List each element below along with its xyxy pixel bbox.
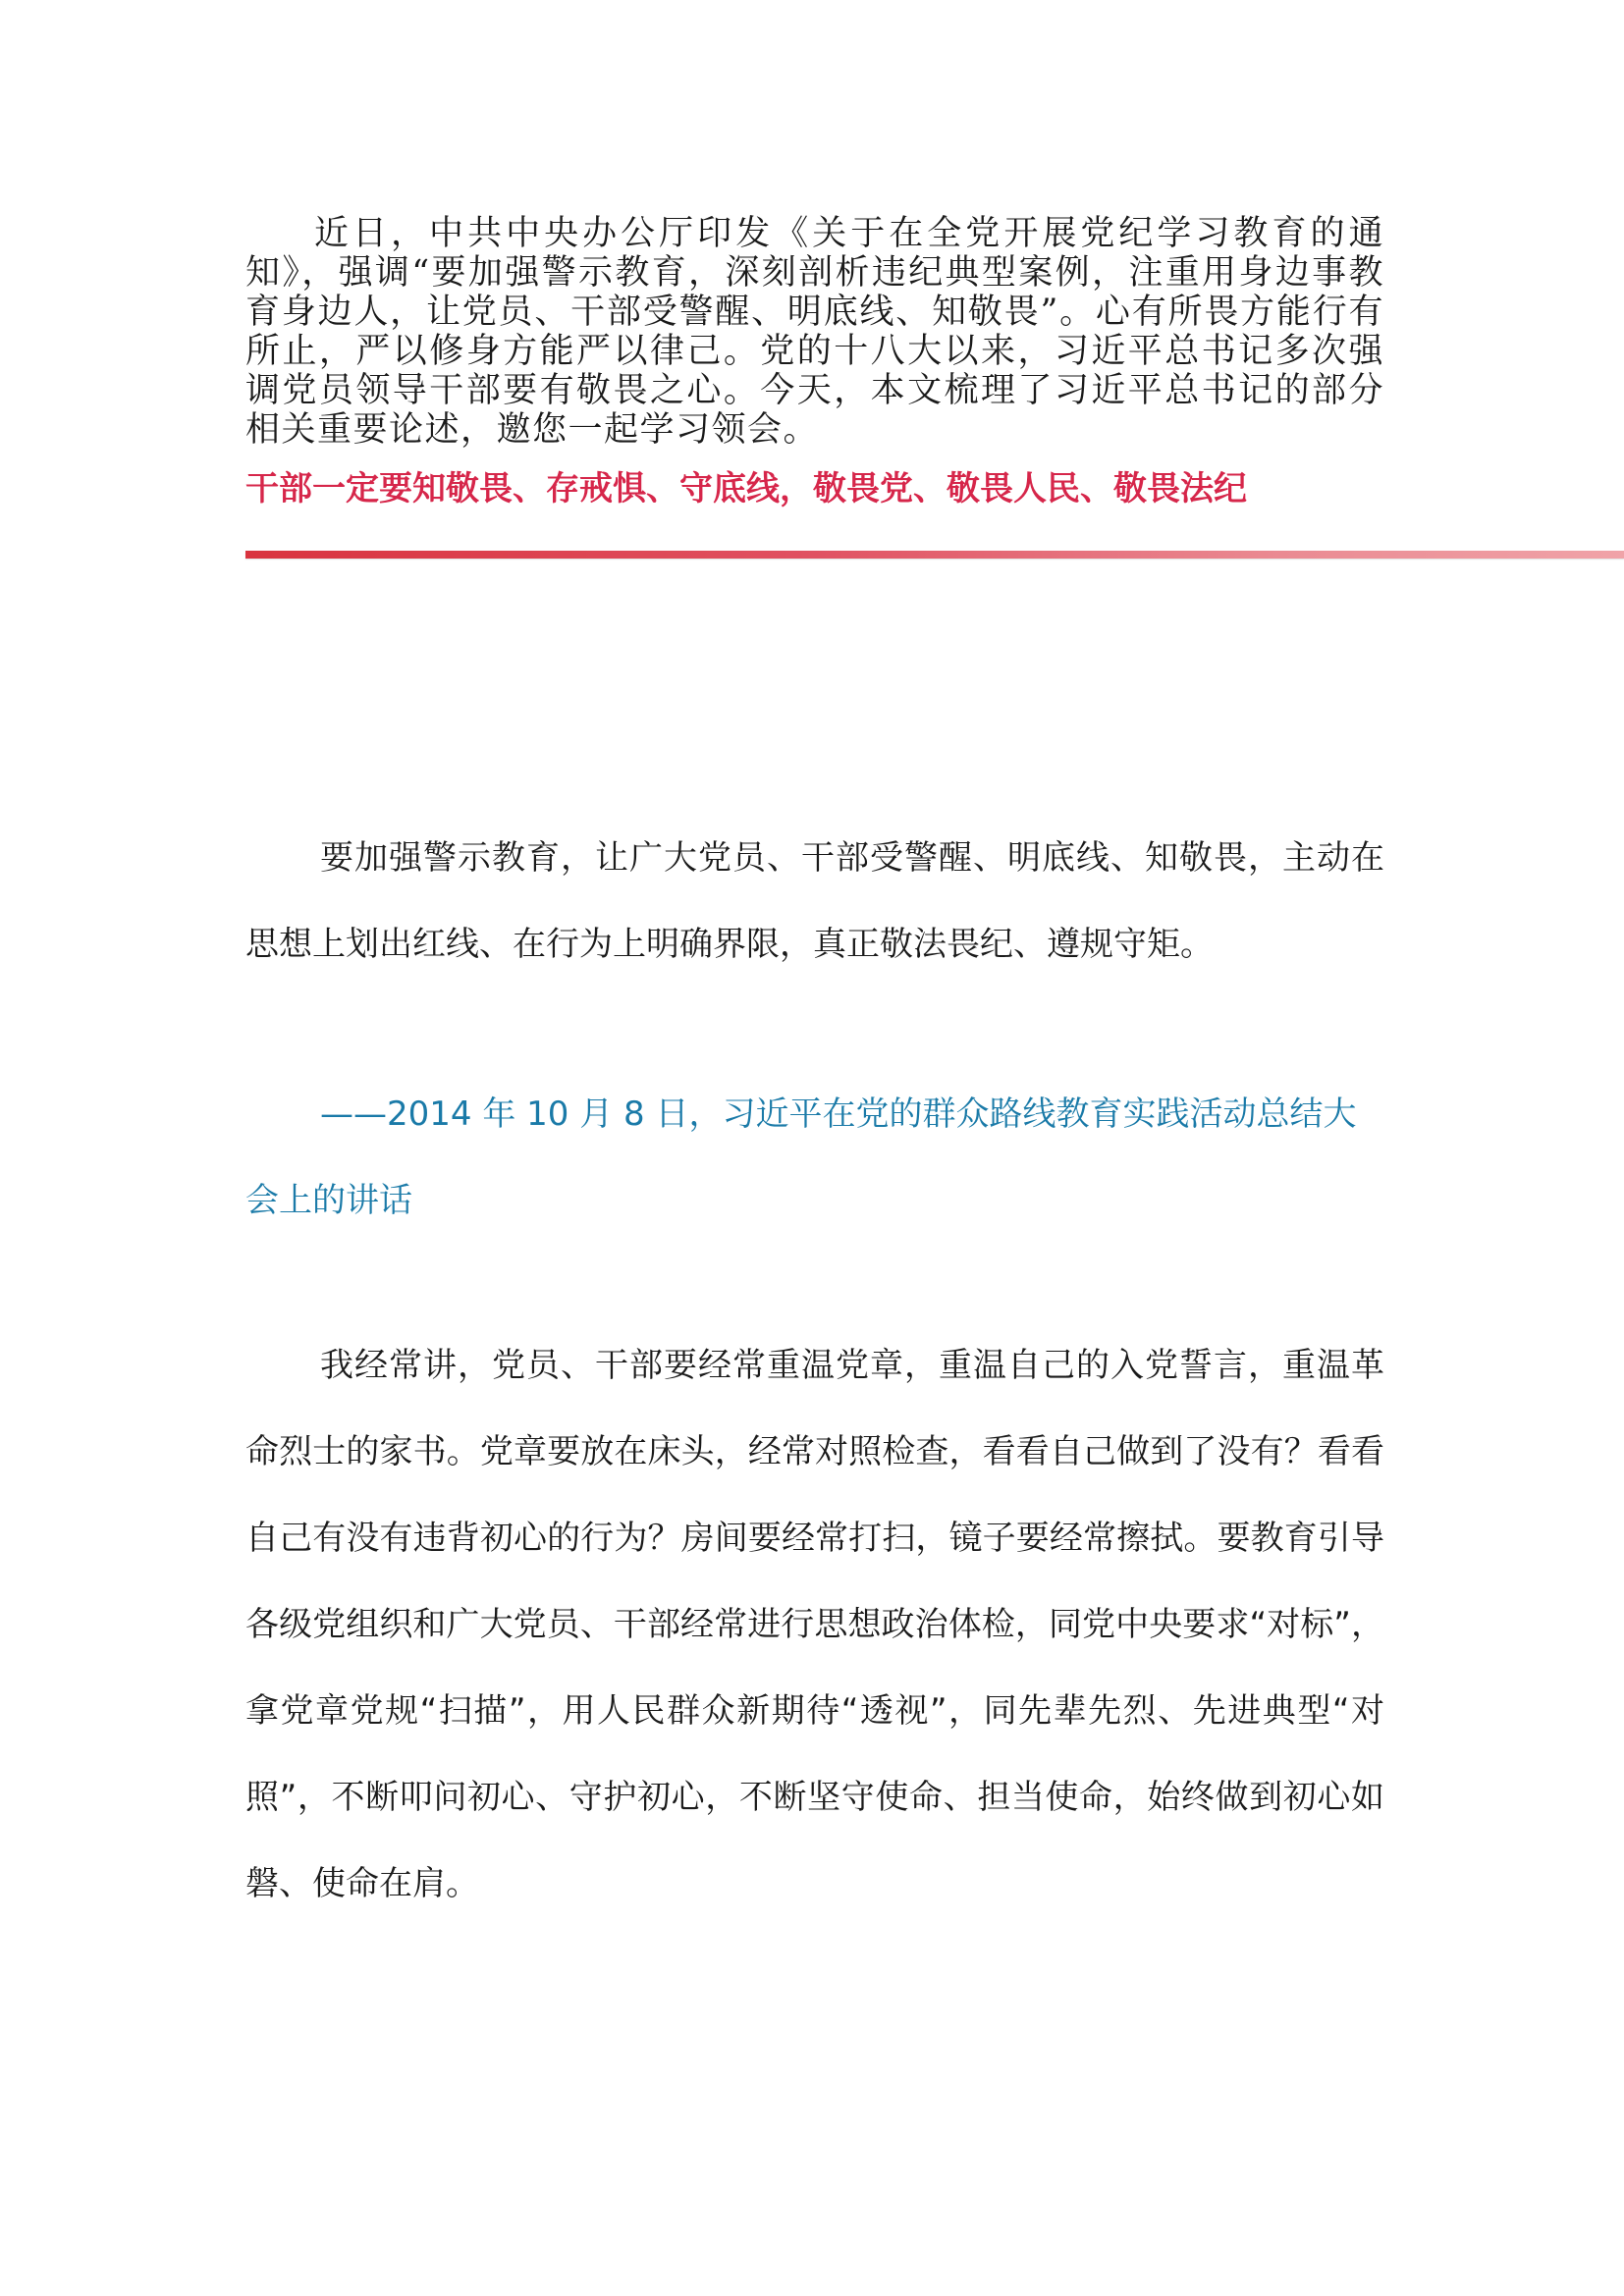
quote-paragraph-1: 要加强警示教育，让广大党员、干部受警醒、明底线、知敬畏，主动在思想上划出红线、在行为上明确界限，真正敬法畏纪、遵规守矩。: [245, 838, 1384, 964]
intro-paragraph: 近日，中共中央办公厅印发《关于在全党开展党纪学习教育的通知》，强调“要加强警示教育，深刻剖析违纪典型案例，注重用身边事教育身边人，让党员、干部受警醒、明底线、知敬畏”。心有所畏方能行有所止，严以修身方能严以律己。党的十八大以来，习近平总书记多次强调党员领导干部要有敬畏之心。今天，本文梳理了习近平总书记的部分相关重要论述，邀您一起学习领会。: [245, 214, 1384, 450]
quote-paragraph-2: 我经常讲，党员、干部要经常重温党章，重温自己的入党誓言，重温革命烈士的家书。党章要放在床头，经常对照检查，看看自己做到了没有？看看自己有没有违背初心的行为？房间要经常打扫，镜子要经常擦拭。要教育引导各级党组织和广大党员、干部经常进行思想政治体检，同党中央要求“对标”，拿党章党规“扫描”，用人民群众新期待“透视”，同先辈先烈、先进典型“对照”，不断叩问初心、守护初心，不断坚守使命、担当使命，始终做到初心如磐、使命在肩。: [245, 1346, 1384, 1903]
quote-source-1: ——2014 年 10 月 8 日，习近平在党的群众路线教育实践活动总结大会上的讲话: [245, 1095, 1357, 1220]
headline-divider: [245, 551, 1624, 559]
section-headline: 干部一定要知敬畏、存戒惧、守底线，敬畏党、敬畏人民、敬畏法纪: [245, 469, 1247, 508]
